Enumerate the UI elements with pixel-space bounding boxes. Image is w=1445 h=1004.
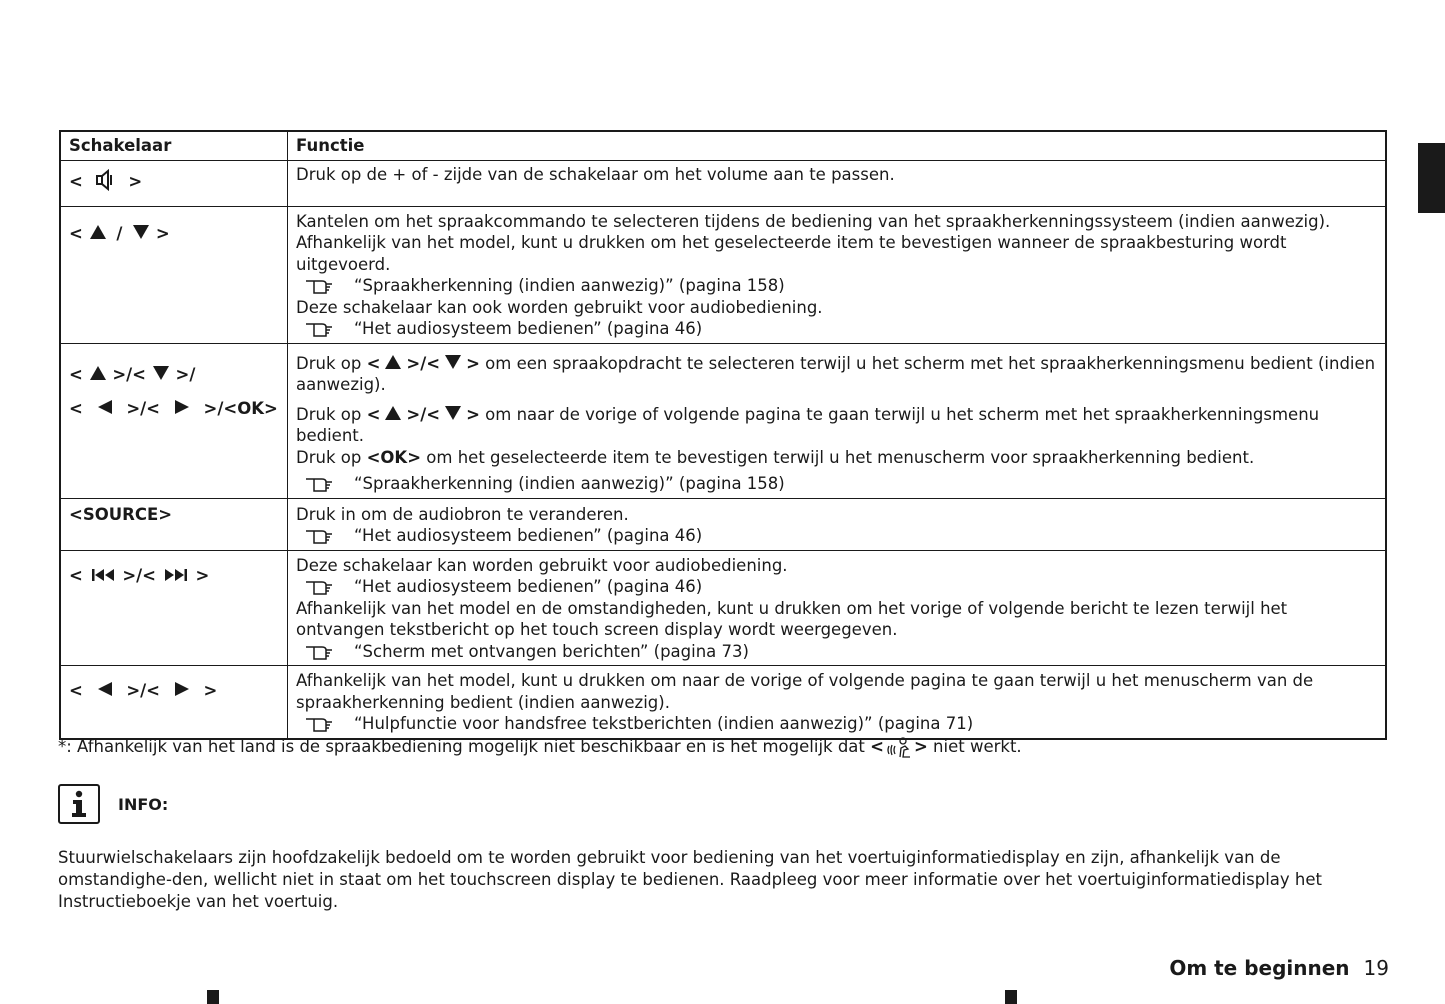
triangle-left-icon	[97, 399, 113, 415]
section-tab-marker	[1418, 143, 1445, 213]
bracket-open: <	[69, 681, 83, 700]
ok-key-label: <OK>	[366, 447, 422, 467]
bracket-close: >	[466, 353, 480, 373]
header-switch: Schakelaar	[60, 131, 288, 160]
footnote-text: *: Afhankelijk van het land is de spraakbediening mogelijk niet beschikbaar en is het mogelijk dat	[58, 737, 865, 756]
page-number: 19	[1363, 956, 1389, 980]
table-row-menu	[60, 343, 1386, 498]
triangle-right-icon	[174, 681, 190, 697]
triangle-down-icon	[132, 224, 150, 240]
info-icon	[58, 784, 100, 824]
reference	[296, 275, 1377, 297]
reference	[296, 318, 1377, 340]
separator: >/<	[406, 404, 441, 424]
track-line-1: Deze schakelaar kan worden gebruikt voor audiobediening.	[296, 555, 788, 575]
switch-cell-volume	[60, 160, 288, 206]
page-footer	[1169, 956, 1389, 980]
tilt-line-3: Deze schakelaar kan ook worden gebruikt voor audiobediening.	[296, 297, 823, 317]
footnote-after: niet werkt.	[933, 737, 1022, 756]
pointing-hand-icon	[304, 526, 334, 544]
separator: >/<	[126, 398, 161, 418]
info-title: INFO:	[118, 794, 169, 814]
bracket-close: >	[466, 404, 480, 424]
reference-text: “Scherm met ontvangen berichten” (pagina 73)	[354, 641, 749, 661]
reference-text: “Hulpfunctie voor handsfree tekstberichten (indien aanwezig)” (pagina 71)	[354, 714, 974, 733]
reference	[296, 641, 1377, 663]
switch-cell-track	[60, 550, 288, 666]
menu-paragraph-1	[296, 353, 1377, 396]
track-line-2: Afhankelijk van het model en de omstandigheden, kunt u drukken om het vorige of volgende bericht te lezen terwijl het ontvangen tekstbericht op het touch screen display wordt weergegeven.	[296, 598, 1288, 639]
function-cell-source	[288, 498, 1387, 550]
triangle-up-icon	[89, 224, 107, 240]
bracket-close: >	[913, 737, 928, 756]
header-function: Functie	[288, 131, 1387, 160]
triangle-down-icon	[152, 365, 170, 381]
reference-text: “Spraakherkenning (indien aanwezig)” (pagina 158)	[354, 276, 785, 295]
separator: >/<	[112, 364, 147, 384]
switch-function-table	[59, 130, 1387, 740]
bracket-close: >/	[175, 364, 196, 384]
bracket-open: <	[69, 223, 83, 243]
pointing-hand-icon	[304, 577, 334, 595]
separator: >/<	[122, 565, 157, 585]
tilt-line-2: Afhankelijk van het model, kunt u drukken om het geselecteerde item te bevestigen wanneer de spraakbesturing wordt uitgevoerd.	[296, 233, 1287, 274]
voice-talk-icon	[886, 736, 912, 758]
triangle-up-icon	[89, 365, 107, 381]
reference-text: “Het audiosysteem bedienen” (pagina 46)	[354, 577, 703, 596]
pointing-hand-icon	[304, 714, 334, 732]
separator: >/<	[126, 681, 161, 700]
reference-text: “Het audiosysteem bedienen” (pagina 46)	[354, 526, 703, 545]
table-row-track	[60, 550, 1386, 666]
prefix: Druk op	[296, 447, 362, 467]
menu-p2-text: om naar de vorige of volgende pagina te gaan terwijl u het scherm met het spraakherkenningsmenu bedient.	[296, 404, 1320, 445]
info-i-glyph	[67, 790, 91, 818]
crop-mark-left	[207, 990, 219, 1004]
pointing-hand-icon	[304, 276, 334, 294]
bracket-open: <	[69, 364, 83, 384]
triangle-up-icon	[384, 354, 402, 370]
skip-back-icon	[91, 568, 115, 582]
page-line-1: Afhankelijk van het model, kunt u drukken om naar de vorige of volgende pagina te gaan terwijl u het menuscherm van de spraakherkenning bedient (indien aanwezig).	[296, 671, 1314, 712]
triangle-down-icon	[444, 405, 462, 421]
bracket-close: >	[203, 681, 218, 700]
prefix: Druk op	[296, 353, 362, 373]
reference	[296, 713, 1377, 735]
table-header-row	[60, 131, 1386, 160]
function-cell-track	[288, 550, 1387, 666]
speaker-icon	[95, 169, 117, 191]
table-row-volume	[60, 160, 1386, 206]
table-row-page	[60, 666, 1386, 739]
info-text: Stuurwielschakelaars zijn hoofdzakelijk bedoeld om te worden gebruikt voor bediening van het voertuiginformatiedisplay en zijn, afhankelijk van de omstandighe-den, wellicht niet in staat om het touchscreen display te bedienen. Raadpleeg voor meer informatie over het voertuiginformatiedisplay het Instructieboekje van het voertuig.	[58, 848, 1322, 911]
triangle-left-icon	[97, 681, 113, 697]
reference-text: “Spraakherkenning (indien aanwezig)” (pagina 158)	[354, 474, 785, 493]
separator: /	[116, 223, 123, 243]
function-cell-page	[288, 666, 1387, 739]
bracket-open: <	[366, 404, 381, 424]
skip-forward-icon	[164, 568, 188, 582]
tilt-line-1: Kantelen om het spraakcommando te selecteren tijdens de bediening van het spraakherkenningssysteem (indien aanwezig).	[296, 211, 1331, 231]
reference	[296, 576, 1377, 598]
menu-switch-line-1	[69, 358, 279, 392]
crop-mark-right	[1005, 990, 1017, 1004]
bracket-open: <	[69, 398, 83, 418]
menu-paragraph-3	[296, 447, 1377, 469]
triangle-up-icon	[384, 405, 402, 421]
triangle-right-icon	[174, 399, 190, 415]
volume-text: Druk op de + of - zijde van de schakelaar om het volume aan te passen.	[296, 164, 895, 184]
bracket-close: >	[195, 565, 210, 585]
source-text: Druk in om de audiobron te veranderen.	[296, 504, 629, 524]
menu-paragraph-2	[296, 404, 1377, 447]
bracket-open: <	[69, 171, 83, 191]
triangle-down-icon	[444, 354, 462, 370]
pointing-hand-icon	[304, 642, 334, 660]
reference	[296, 525, 1377, 547]
switch-cell-page	[60, 666, 288, 739]
bracket-open: <	[69, 565, 83, 585]
bracket-open: <	[366, 353, 381, 373]
switch-cell-source: <SOURCE>	[60, 498, 288, 550]
menu-switch-line-2	[69, 392, 279, 426]
function-cell-menu	[288, 343, 1387, 498]
switch-cell-tilt	[60, 206, 288, 343]
bracket-close: >	[128, 171, 143, 191]
function-cell-volume	[288, 160, 1387, 206]
function-cell-tilt	[288, 206, 1387, 343]
bracket-close: >/<OK>	[203, 398, 278, 418]
separator: >/<	[406, 353, 441, 373]
bracket-open: <	[870, 737, 884, 756]
pointing-hand-icon	[304, 474, 334, 492]
menu-p3-text: om het geselecteerde item te bevestigen terwijl u het menuscherm voor spraakherkenning bedient.	[426, 447, 1255, 467]
footer-section-title: Om te beginnen	[1169, 956, 1350, 980]
bracket-close: >	[155, 223, 170, 243]
reference-text: “Het audiosysteem bedienen” (pagina 46)	[354, 319, 703, 338]
table-row-tilt	[60, 206, 1386, 343]
pointing-hand-icon	[304, 319, 334, 337]
reference	[296, 473, 1377, 495]
prefix: Druk op	[296, 404, 362, 424]
switch-cell-menu	[60, 343, 288, 498]
menu-p1-text: om een spraakopdracht te selecteren terwijl u het scherm met het spraakherkenningsmenu bedient (indien aanwezig).	[296, 353, 1376, 394]
footnote	[58, 736, 1022, 758]
info-heading	[58, 784, 168, 824]
table-row-source	[60, 498, 1386, 550]
